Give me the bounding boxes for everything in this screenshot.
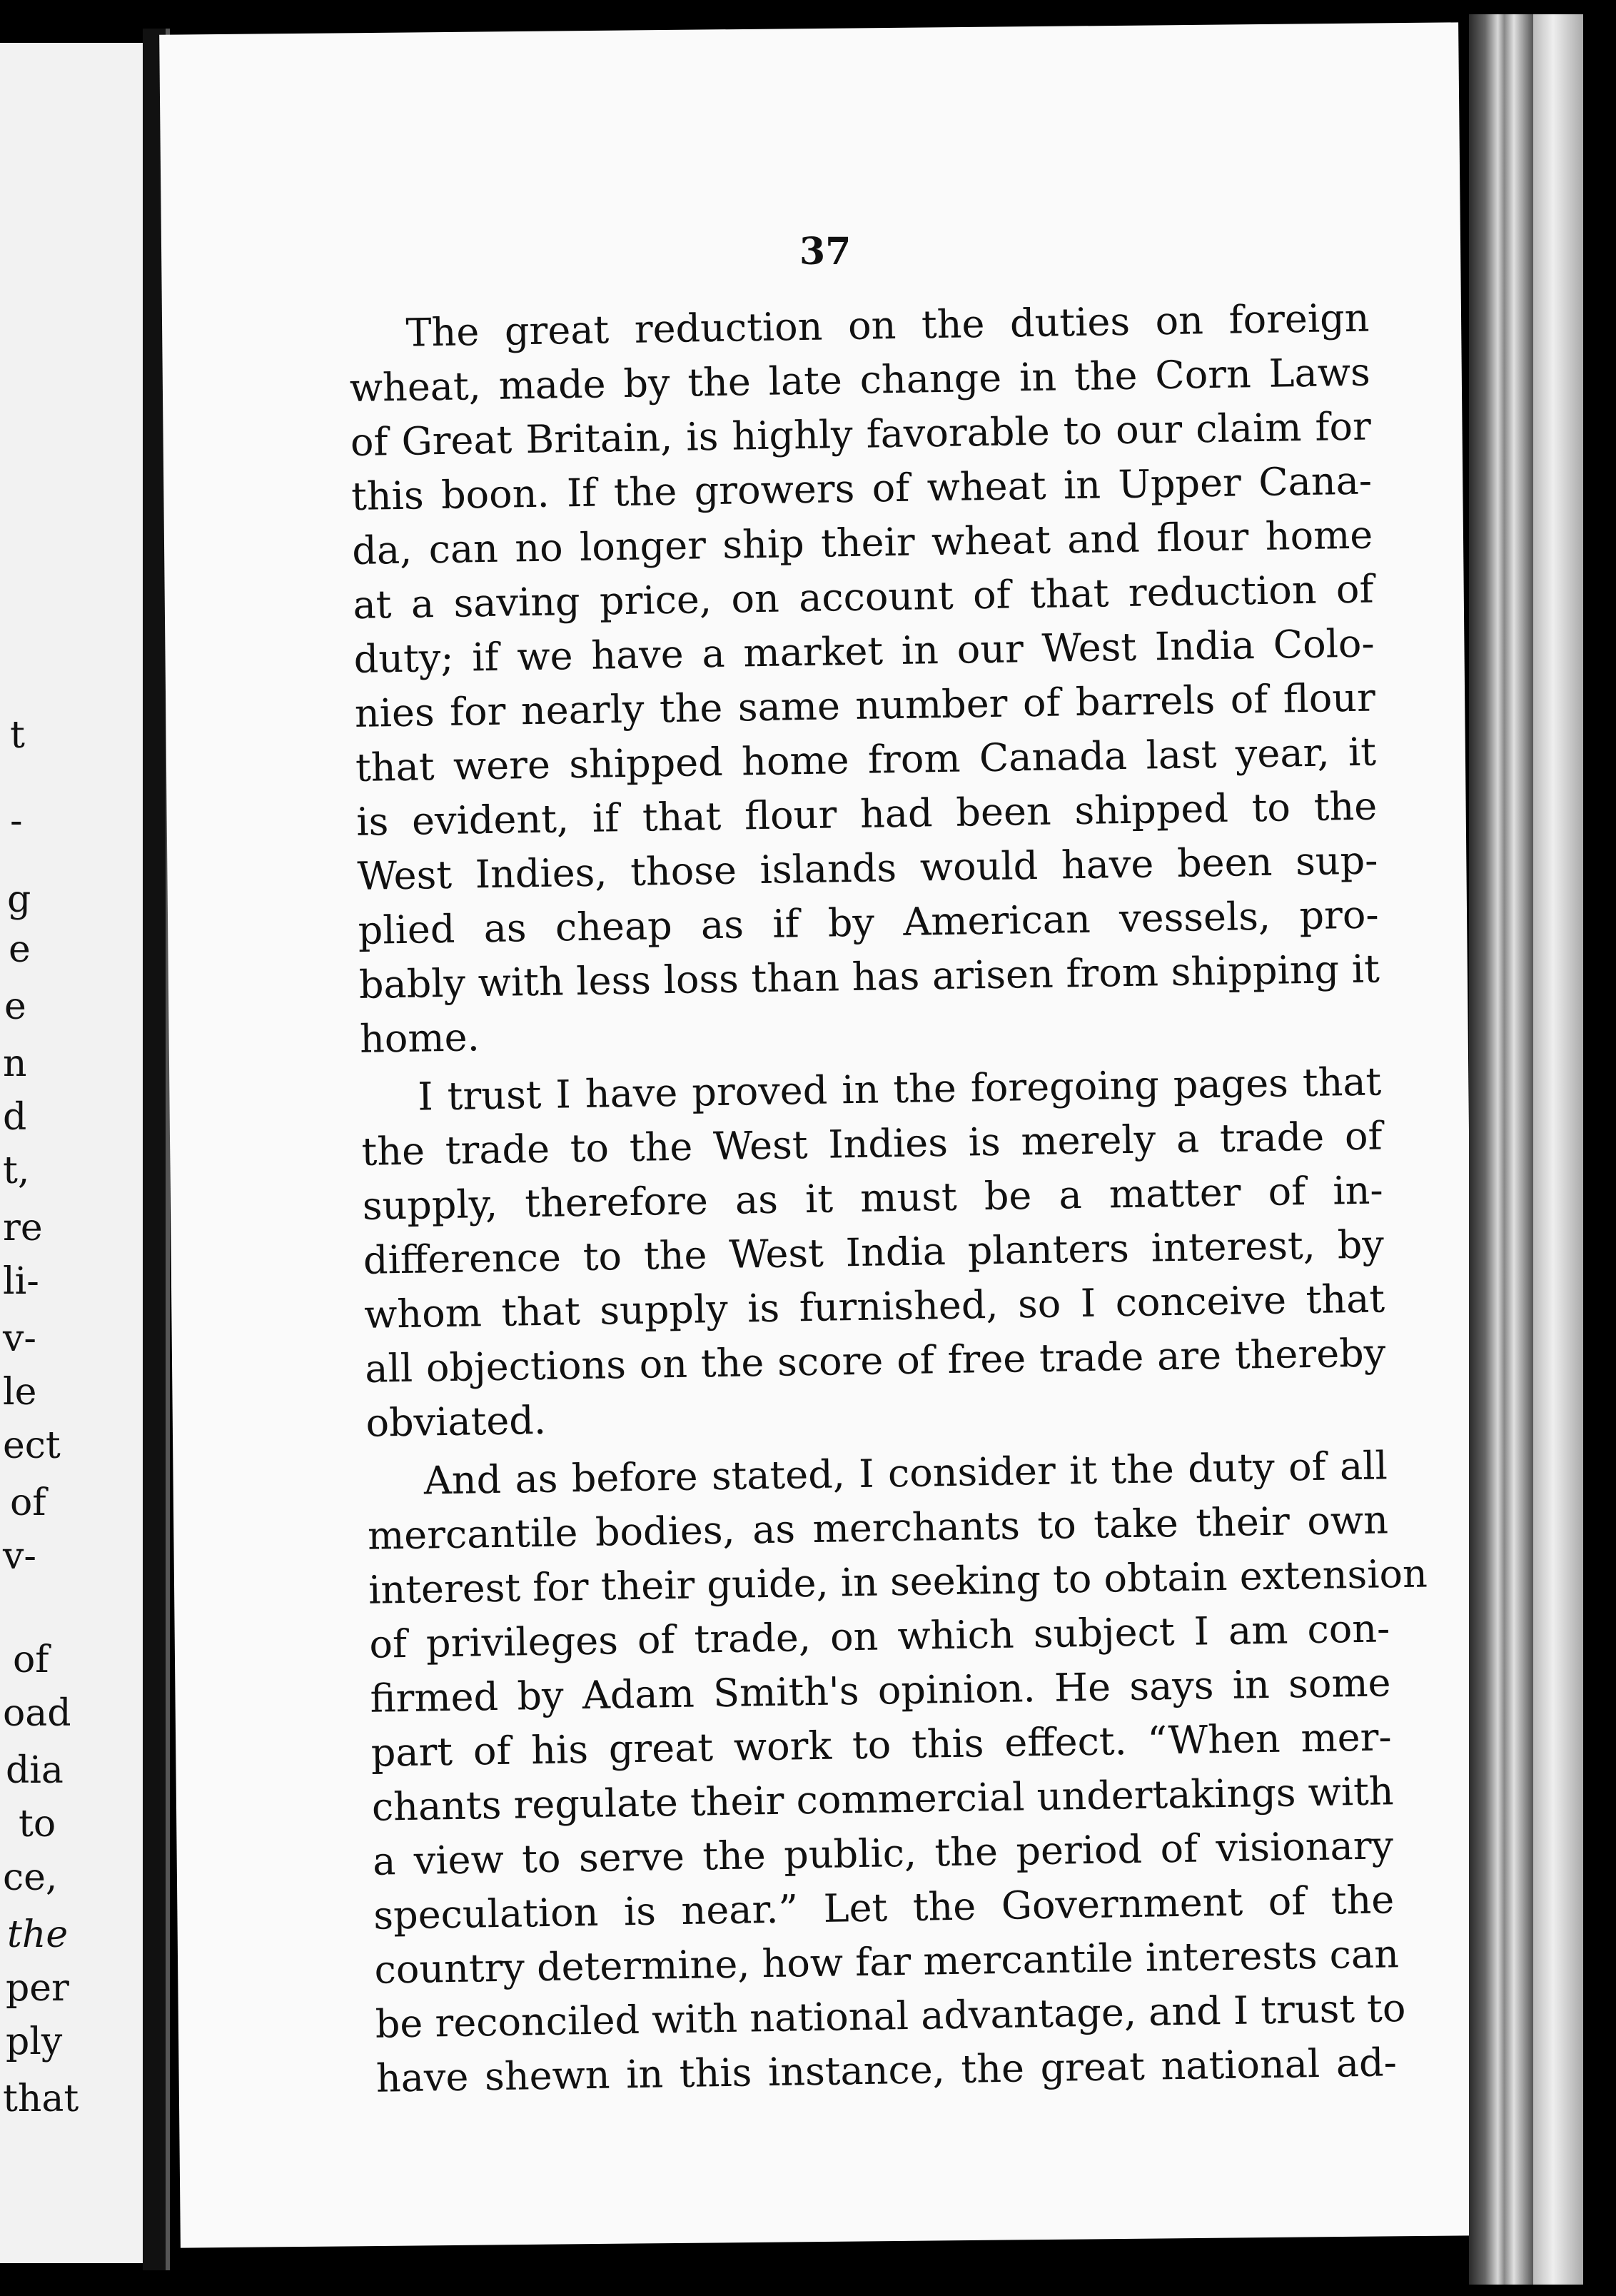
text-line: have shewn in this instance, the great national ad-: [375, 2040, 1398, 2101]
page-stack-edge: [1469, 14, 1533, 2285]
fragment: per: [6, 1967, 69, 2010]
fragment: le: [3, 1371, 37, 1414]
text-line: supply, therefore as it must be a matter of in-: [362, 1167, 1384, 1229]
text-line: speculation is near.” Let the Government of the: [373, 1877, 1395, 1938]
text-line: home.: [359, 1014, 480, 1062]
text-line: And as before stated, I consider it the duty of all: [423, 1443, 1388, 1504]
page-number: 37: [799, 230, 852, 273]
fragment: ect: [3, 1424, 61, 1467]
fragment: v-: [3, 1317, 36, 1360]
text-line: of Great Britain, is highly favorable to our claim for: [350, 403, 1372, 465]
paragraph: [348, 291, 1381, 1067]
text-line: da, can no longer ship their wheat and flour home: [351, 512, 1373, 573]
text-line: West Indies, those islands would have been sup-: [357, 837, 1378, 899]
text-line: wheat, made by the late change in the Corn Laws: [349, 349, 1371, 411]
fragment: oad: [3, 1692, 71, 1735]
facing-page-text: [0, 0, 151, 2296]
body-text: [348, 291, 1428, 2106]
text-line: duty; if we have a market in our West India Colo-: [353, 620, 1375, 682]
text-line: nies for nearly the same number of barrels of flour: [354, 675, 1376, 736]
fragment: t: [10, 714, 25, 757]
fragment: e: [9, 928, 31, 971]
text-line: part of his great work to this effect. “When mer-: [370, 1714, 1393, 1776]
text-line: obviated.: [365, 1397, 547, 1446]
paragraph: [360, 1054, 1387, 1450]
text-line: that were shipped home from Canada last year, it: [355, 729, 1377, 790]
fragment: the: [7, 1913, 69, 1956]
text-line: interest for their guide, in seeking to obtain extension: [368, 1551, 1428, 1613]
fragment: v-: [3, 1535, 36, 1578]
text-line: firmed by Adam Smith's opinion. He says in some: [370, 1660, 1391, 1721]
text-line: whom that supply is furnished, so I conceive that: [363, 1276, 1385, 1337]
text-line: of privileges of trade, on which subject I am con-: [368, 1606, 1390, 1667]
fragment: d: [3, 1096, 27, 1139]
fragment: n: [3, 1042, 27, 1085]
text-line: be reconciled with national advantage, and I trust to: [375, 1985, 1406, 2047]
text-line: plied as cheap as if by American vessels, pro-: [358, 892, 1380, 953]
fragment: ply: [6, 2020, 63, 2063]
text-line: mercantile bodies, as merchants to take their own: [367, 1497, 1389, 1559]
text-line: The great reduction on the duties on foreign: [405, 295, 1370, 356]
text-line: the trade to the West Indies is merely a trade of: [361, 1113, 1383, 1174]
text-line: is evident, if that flour had been shipped to the: [355, 783, 1378, 845]
fragment: of: [13, 1638, 49, 1681]
fragment: ce,: [3, 1856, 58, 1899]
fragment: re: [3, 1207, 43, 1249]
text-line: a view to serve the public, the period of visionary: [372, 1823, 1394, 1884]
fragment: of: [10, 1481, 46, 1524]
fragment: dia: [6, 1749, 64, 1792]
fragment: that: [3, 2078, 79, 2120]
text-line: at a saving price, on account of that reduction of: [353, 566, 1374, 628]
fragment: -: [10, 800, 23, 842]
text-line: bably with less loss than has arisen from shipping it: [358, 946, 1380, 1007]
text-line: all objections on the score of free trade are thereby: [364, 1330, 1386, 1391]
fragment: e: [4, 985, 26, 1028]
text-line: I trust I have proved in the foregoing pages that: [417, 1059, 1382, 1119]
text-line: this boon. If the growers of wheat in Upper Cana-: [350, 458, 1373, 519]
paragraph: [366, 1439, 1428, 2105]
fragment: li-: [3, 1260, 39, 1303]
fragment: g: [7, 878, 31, 921]
book-cover-edge: [1533, 14, 1583, 2285]
fragment: t,: [3, 1149, 30, 1192]
text-line: chants regulate their commercial undertakings with: [371, 1768, 1395, 1830]
text-line: difference to the West India planters interest, by: [363, 1222, 1385, 1283]
text-line: country determine, how far mercantile interests can: [374, 1931, 1400, 1993]
fragment: to: [19, 1803, 56, 1846]
